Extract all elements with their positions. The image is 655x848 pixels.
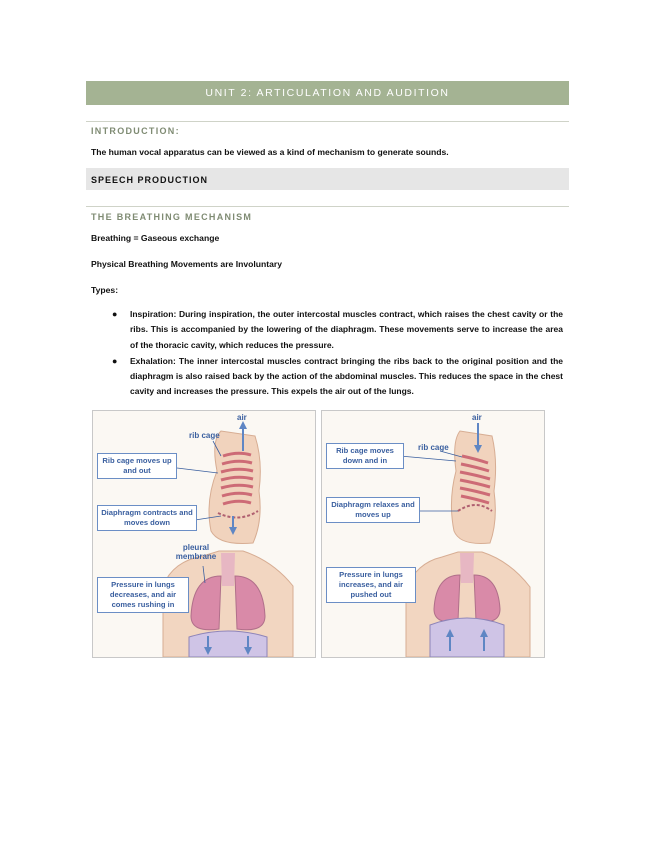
unit-banner: UNIT 2: ARTICULATION AND AUDITION bbox=[86, 81, 569, 105]
rib-cage-label: rib cage bbox=[189, 431, 220, 440]
inhalation-illustration bbox=[93, 411, 315, 657]
bullet-icon: ● bbox=[112, 309, 118, 319]
list-item bbox=[112, 354, 563, 400]
speech-production-heading: SPEECH PRODUCTION bbox=[91, 175, 209, 185]
introduction-text: The human vocal apparatus can be viewed as a kind of mechanism to generate sounds. bbox=[91, 147, 449, 157]
pleural-membrane-label: pleural membrane bbox=[175, 543, 217, 561]
diaphragm-relaxes-label: Diaphragm relaxes and moves up bbox=[326, 497, 420, 523]
rib-cage-moves-label: Rib cage moves up and out bbox=[97, 453, 177, 479]
inspiration-text: Inspiration: During inspiration, the outer intercostal muscles contract, which raises the chest cavity or the ribs. This is accompanied by the lowering of the diaphragm. These movements serve to increase the area of the thoracic cavity, which reduces the pressure. bbox=[130, 309, 563, 350]
rib-cage-label: rib cage bbox=[418, 443, 449, 452]
introduction-heading: INTRODUCTION: bbox=[91, 126, 180, 136]
air-label: air bbox=[237, 413, 247, 422]
air-label: air bbox=[472, 413, 482, 422]
diaphragm-contracts-label: Diaphragm contracts and moves down bbox=[97, 505, 197, 531]
breathing-definition: Breathing = Gaseous exchange bbox=[91, 233, 220, 243]
list-item bbox=[112, 307, 563, 353]
bullet-icon: ● bbox=[112, 355, 118, 366]
exhalation-text: Exhalation: The inner intercostal muscles contract bringing the ribs back to the original position and the diaphragm is also raised back by the action of the abdominal muscles. This reduces the space in the chest cavity and increases the pressure. This expels the air out of the lungs. bbox=[130, 355, 563, 397]
rib-cage-moves-label: Rib cage moves down and in bbox=[326, 443, 404, 469]
divider bbox=[86, 121, 569, 122]
breathing-involuntary: Physical Breathing Movements are Involuntary bbox=[91, 259, 283, 269]
divider bbox=[86, 206, 569, 207]
types-label: Types: bbox=[91, 285, 119, 295]
inhalation-figure bbox=[92, 410, 316, 658]
pressure-increases-label: Pressure in lungs increases, and air pushed out bbox=[326, 567, 416, 603]
exhalation-figure bbox=[321, 410, 545, 658]
breathing-types-list bbox=[112, 307, 563, 401]
breathing-heading: THE BREATHING MECHANISM bbox=[91, 212, 253, 222]
pressure-decreases-label: Pressure in lungs decreases, and air comes rushing in bbox=[97, 577, 189, 613]
